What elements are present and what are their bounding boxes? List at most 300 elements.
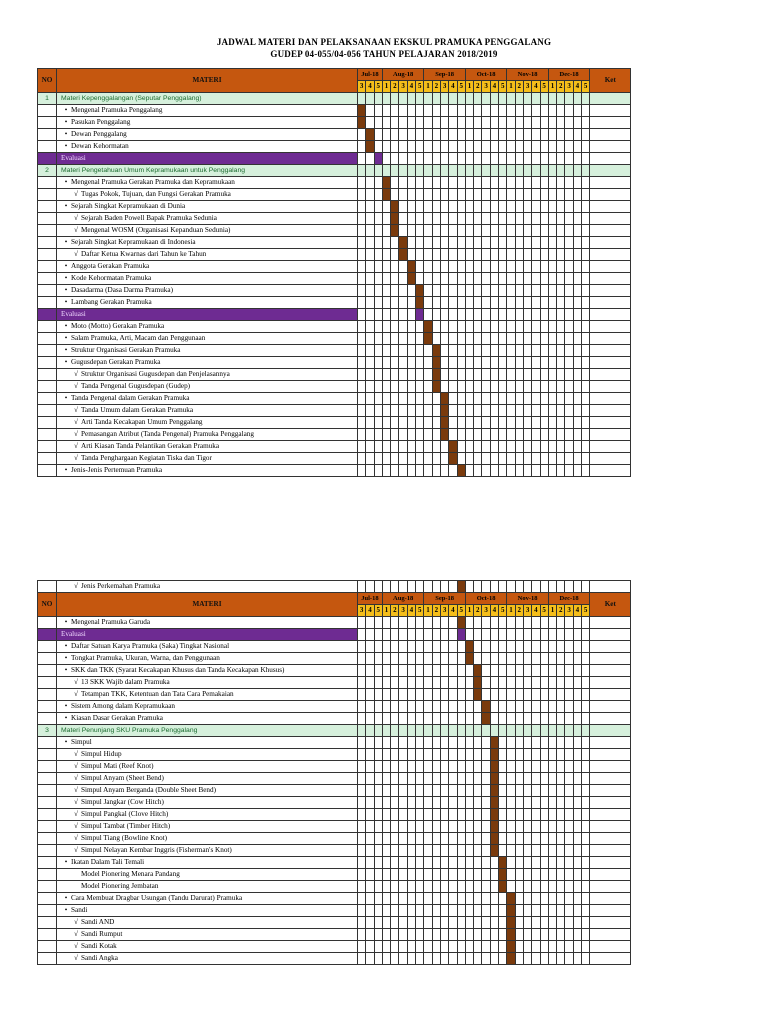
week-cell: [582, 453, 590, 465]
week-cell: [490, 617, 498, 629]
week-cell: [557, 677, 565, 689]
week-cell: [358, 129, 366, 141]
week-cell: [440, 105, 448, 117]
table-row: [38, 393, 631, 405]
week-cell: [582, 941, 590, 953]
week-cell: [407, 297, 415, 309]
week-cell: [507, 941, 515, 953]
table-row: [38, 941, 631, 953]
week-cell: [374, 581, 382, 593]
week-cell: [532, 929, 540, 941]
week-cell: [440, 905, 448, 917]
header-month: Jul-18: [358, 593, 383, 605]
week-cell: [540, 893, 548, 905]
header-week: 5: [374, 605, 382, 617]
week-cell: [565, 953, 573, 965]
header-materi: MATERI: [57, 593, 358, 617]
week-cell: [416, 737, 424, 749]
week-cell: [440, 869, 448, 881]
week-cell: [465, 369, 473, 381]
week-cell: [366, 453, 374, 465]
header-week: 5: [582, 81, 590, 93]
table-row: [38, 129, 631, 141]
week-cell: [523, 929, 531, 941]
week-cell: [391, 881, 399, 893]
week-cell: [507, 405, 515, 417]
week-cell: [374, 725, 382, 737]
week-cell: [457, 749, 465, 761]
header-week: 1: [382, 605, 390, 617]
bullet-icon: •: [64, 642, 68, 650]
header-week: 4: [366, 605, 374, 617]
week-cell: [490, 297, 498, 309]
week-cell: [416, 285, 424, 297]
week-cell: [424, 845, 432, 857]
row-text: Simpul Nelayan Kembar Inggris (Fisherman's Knot): [81, 846, 232, 854]
week-cell: [499, 725, 507, 737]
week-cell: [515, 345, 523, 357]
week-cell: [440, 701, 448, 713]
row-ket: [590, 905, 631, 917]
week-cell: [432, 225, 440, 237]
week-cell: [474, 713, 482, 725]
week-cell: [482, 833, 490, 845]
row-ket: [590, 129, 631, 141]
week-cell: [440, 785, 448, 797]
week-cell: [366, 581, 374, 593]
week-cell: [465, 917, 473, 929]
week-cell: [474, 429, 482, 441]
week-cell: [565, 117, 573, 129]
week-cell: [532, 881, 540, 893]
week-cell: [573, 737, 581, 749]
table-row: [38, 441, 631, 453]
week-cell: [557, 177, 565, 189]
week-cell: [465, 441, 473, 453]
row-ket: [590, 581, 631, 593]
row-materi: [57, 761, 358, 773]
week-cell: [548, 189, 556, 201]
week-cell: [523, 941, 531, 953]
week-cell: [540, 833, 548, 845]
week-cell: [449, 261, 457, 273]
week-cell: [457, 309, 465, 321]
week-cell: [358, 917, 366, 929]
week-cell: [548, 345, 556, 357]
week-cell: [407, 749, 415, 761]
week-cell: [490, 225, 498, 237]
week-cell: [499, 617, 507, 629]
week-cell: [515, 129, 523, 141]
week-cell: [565, 905, 573, 917]
week-cell: [440, 665, 448, 677]
week-cell: [523, 105, 531, 117]
week-cell: [416, 797, 424, 809]
week-cell: [449, 405, 457, 417]
week-cell: [565, 833, 573, 845]
week-cell: [366, 117, 374, 129]
week-cell: [499, 713, 507, 725]
week-cell: [407, 369, 415, 381]
week-cell: [548, 357, 556, 369]
week-cell: [399, 725, 407, 737]
week-cell: [507, 201, 515, 213]
week-cell: [499, 929, 507, 941]
table-row: [38, 917, 631, 929]
week-cell: [457, 357, 465, 369]
week-cell: [391, 953, 399, 965]
week-cell: [457, 677, 465, 689]
week-cell: [582, 237, 590, 249]
week-cell: [399, 249, 407, 261]
row-number: [38, 429, 57, 441]
week-cell: [499, 761, 507, 773]
header-week: 5: [540, 81, 548, 93]
row-text: Salam Pramuka, Arti, Macam dan Penggunaan: [71, 334, 206, 342]
week-cell: [573, 453, 581, 465]
row-ket: [590, 189, 631, 201]
week-cell: [366, 701, 374, 713]
row-ket: [590, 105, 631, 117]
week-cell: [507, 725, 515, 737]
check-icon: √: [74, 810, 78, 818]
week-cell: [474, 405, 482, 417]
week-cell: [457, 93, 465, 105]
week-cell: [490, 213, 498, 225]
week-cell: [465, 201, 473, 213]
week-cell: [416, 761, 424, 773]
week-cell: [391, 405, 399, 417]
week-cell: [540, 429, 548, 441]
row-materi: [57, 641, 358, 653]
bullet-icon: •: [64, 106, 68, 114]
week-cell: [366, 381, 374, 393]
week-cell: [540, 141, 548, 153]
week-cell: [523, 345, 531, 357]
header-week: 4: [573, 605, 581, 617]
week-cell: [573, 201, 581, 213]
week-cell: [548, 893, 556, 905]
week-cell: [482, 177, 490, 189]
week-cell: [465, 237, 473, 249]
week-cell: [449, 653, 457, 665]
week-cell: [416, 441, 424, 453]
week-cell: [557, 441, 565, 453]
week-cell: [482, 333, 490, 345]
week-cell: [358, 213, 366, 225]
week-cell: [465, 773, 473, 785]
week-cell: [399, 581, 407, 593]
week-cell: [499, 941, 507, 953]
row-text: Simpul Mati (Reef Knot): [81, 762, 154, 770]
week-cell: [474, 833, 482, 845]
week-cell: [565, 581, 573, 593]
row-number: [38, 761, 57, 773]
row-number: [38, 441, 57, 453]
week-cell: [523, 393, 531, 405]
week-cell: [490, 953, 498, 965]
week-cell: [391, 189, 399, 201]
header-month: Oct-18: [465, 593, 506, 605]
week-cell: [366, 153, 374, 165]
week-cell: [490, 177, 498, 189]
week-cell: [366, 93, 374, 105]
week-cell: [457, 261, 465, 273]
week-cell: [382, 629, 390, 641]
table-row: [38, 201, 631, 213]
week-cell: [366, 761, 374, 773]
week-cell: [374, 653, 382, 665]
week-cell: [573, 261, 581, 273]
week-cell: [465, 273, 473, 285]
week-cell: [407, 581, 415, 593]
week-cell: [432, 417, 440, 429]
week-cell: [374, 273, 382, 285]
week-cell: [449, 953, 457, 965]
row-text: Simpul Anyam Berganda (Double Sheet Bend): [81, 786, 217, 794]
week-cell: [548, 845, 556, 857]
week-cell: [515, 821, 523, 833]
week-cell: [399, 785, 407, 797]
week-cell: [358, 225, 366, 237]
week-cell: [557, 201, 565, 213]
week-cell: [540, 201, 548, 213]
week-cell: [465, 641, 473, 653]
check-icon: √: [74, 370, 78, 378]
week-cell: [540, 321, 548, 333]
week-cell: [358, 297, 366, 309]
week-cell: [391, 225, 399, 237]
header-month: Sep-18: [424, 593, 465, 605]
week-cell: [457, 917, 465, 929]
week-cell: [540, 785, 548, 797]
week-cell: [407, 857, 415, 869]
row-number: [38, 893, 57, 905]
row-text: Simpul Tiang (Bowline Knot): [81, 834, 168, 842]
table-row: [38, 833, 631, 845]
week-cell: [440, 285, 448, 297]
week-cell: [548, 93, 556, 105]
week-cell: [515, 929, 523, 941]
week-cell: [424, 285, 432, 297]
week-cell: [515, 237, 523, 249]
week-cell: [540, 797, 548, 809]
week-cell: [482, 773, 490, 785]
week-cell: [557, 237, 565, 249]
week-cell: [358, 441, 366, 453]
week-cell: [432, 129, 440, 141]
week-cell: [482, 845, 490, 857]
week-cell: [391, 249, 399, 261]
week-cell: [499, 677, 507, 689]
week-cell: [366, 785, 374, 797]
row-materi: [57, 153, 358, 165]
bullet-icon: •: [64, 262, 68, 270]
week-cell: [548, 129, 556, 141]
header-week: 2: [515, 81, 523, 93]
week-cell: [424, 93, 432, 105]
row-text: Simpul Tambat (Timber Hitch): [81, 822, 171, 830]
table-row: [38, 465, 631, 477]
row-number: [38, 405, 57, 417]
week-cell: [532, 821, 540, 833]
table-row: [38, 953, 631, 965]
week-cell: [507, 177, 515, 189]
week-cell: [507, 213, 515, 225]
week-cell: [465, 321, 473, 333]
check-icon: √: [74, 918, 78, 926]
week-cell: [515, 261, 523, 273]
week-cell: [424, 641, 432, 653]
week-cell: [391, 441, 399, 453]
bullet-icon: •: [64, 702, 68, 710]
week-cell: [424, 273, 432, 285]
week-cell: [416, 345, 424, 357]
week-cell: [540, 381, 548, 393]
row-text: Sejarah Baden Powell Bapak Pramuka Sedunia: [81, 214, 217, 222]
week-cell: [557, 321, 565, 333]
week-cell: [424, 105, 432, 117]
week-cell: [457, 117, 465, 129]
week-cell: [482, 761, 490, 773]
table-row: [38, 761, 631, 773]
week-cell: [499, 297, 507, 309]
week-cell: [482, 453, 490, 465]
week-cell: [358, 881, 366, 893]
week-cell: [474, 465, 482, 477]
week-cell: [399, 297, 407, 309]
week-cell: [449, 381, 457, 393]
week-cell: [407, 249, 415, 261]
week-cell: [499, 737, 507, 749]
week-cell: [507, 701, 515, 713]
week-cell: [457, 441, 465, 453]
week-cell: [482, 405, 490, 417]
week-cell: [499, 953, 507, 965]
row-materi: [57, 309, 358, 321]
week-cell: [399, 737, 407, 749]
week-cell: [399, 857, 407, 869]
week-cell: [465, 381, 473, 393]
week-cell: [548, 737, 556, 749]
row-materi: [57, 929, 358, 941]
week-cell: [482, 465, 490, 477]
week-cell: [582, 869, 590, 881]
row-materi: [57, 857, 358, 869]
week-cell: [582, 761, 590, 773]
week-cell: [366, 261, 374, 273]
week-cell: [582, 689, 590, 701]
week-cell: [374, 785, 382, 797]
row-number: [38, 453, 57, 465]
week-cell: [457, 905, 465, 917]
week-cell: [440, 249, 448, 261]
week-cell: [374, 893, 382, 905]
week-cell: [432, 761, 440, 773]
row-ket: [590, 797, 631, 809]
week-cell: [399, 689, 407, 701]
week-cell: [548, 953, 556, 965]
table-row: [38, 677, 631, 689]
week-cell: [366, 641, 374, 653]
week-cell: [440, 237, 448, 249]
row-materi: [57, 749, 358, 761]
week-cell: [449, 393, 457, 405]
week-cell: [523, 629, 531, 641]
week-cell: [424, 345, 432, 357]
week-cell: [465, 785, 473, 797]
week-cell: [532, 345, 540, 357]
week-cell: [482, 141, 490, 153]
week-cell: [499, 345, 507, 357]
week-cell: [432, 465, 440, 477]
week-cell: [465, 393, 473, 405]
table-row: [38, 153, 631, 165]
week-cell: [474, 617, 482, 629]
week-cell: [457, 369, 465, 381]
header-week: 4: [490, 605, 498, 617]
week-cell: [507, 893, 515, 905]
week-cell: [449, 701, 457, 713]
week-cell: [515, 617, 523, 629]
week-cell: [582, 737, 590, 749]
week-cell: [548, 249, 556, 261]
row-materi: [57, 321, 358, 333]
week-cell: [391, 93, 399, 105]
week-cell: [449, 321, 457, 333]
week-cell: [449, 213, 457, 225]
row-number: [38, 629, 57, 641]
week-cell: [449, 881, 457, 893]
header-month: Dec-18: [548, 69, 589, 81]
week-cell: [507, 93, 515, 105]
week-cell: [540, 809, 548, 821]
header-week: 4: [532, 81, 540, 93]
week-cell: [515, 689, 523, 701]
week-cell: [440, 941, 448, 953]
week-cell: [507, 689, 515, 701]
week-cell: [515, 285, 523, 297]
week-cell: [582, 261, 590, 273]
week-cell: [391, 117, 399, 129]
week-cell: [432, 665, 440, 677]
table-row: [38, 689, 631, 701]
bullet-icon: •: [64, 130, 68, 138]
week-cell: [399, 701, 407, 713]
week-cell: [407, 953, 415, 965]
week-cell: [416, 701, 424, 713]
header-week: 5: [416, 605, 424, 617]
week-cell: [565, 285, 573, 297]
header-week: 5: [582, 605, 590, 617]
week-cell: [548, 405, 556, 417]
week-cell: [407, 617, 415, 629]
week-cell: [523, 153, 531, 165]
check-icon: √: [74, 930, 78, 938]
week-cell: [424, 249, 432, 261]
week-cell: [573, 665, 581, 677]
week-cell: [507, 761, 515, 773]
week-cell: [499, 105, 507, 117]
week-cell: [382, 725, 390, 737]
row-materi: [57, 701, 358, 713]
week-cell: [391, 641, 399, 653]
week-cell: [507, 809, 515, 821]
week-cell: [382, 261, 390, 273]
week-cell: [374, 857, 382, 869]
week-cell: [523, 857, 531, 869]
table-row: [38, 809, 631, 821]
